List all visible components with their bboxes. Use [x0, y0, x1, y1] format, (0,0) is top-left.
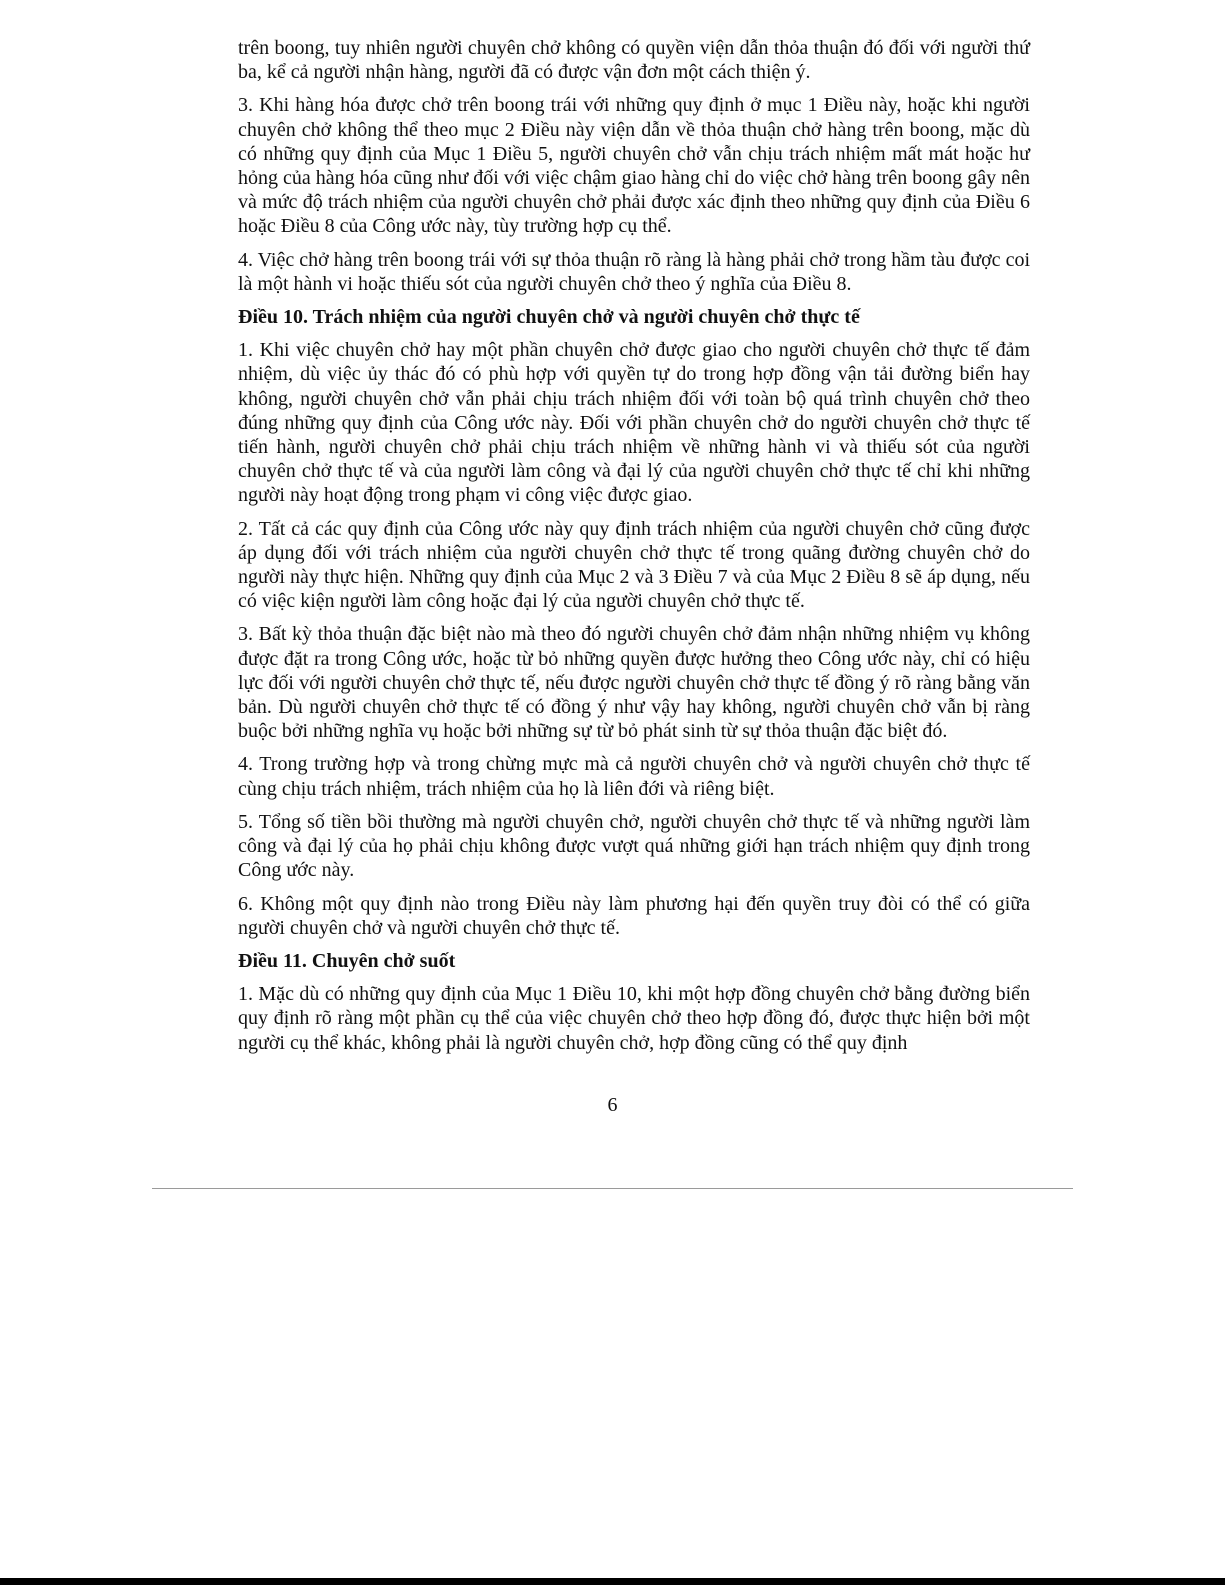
- paragraph-article9-item4: 4. Việc chở hàng trên boong trái với sự thỏa thuận rõ ràng là hàng phải chở trong hầm tàu được coi là một hành vi hoặc thiếu sót của người chuyên chở theo ý nghĩa của Điều 8.: [238, 248, 1030, 295]
- paragraph-article10-item2: 2. Tất cả các quy định của Công ước này quy định trách nhiệm của người chuyên chở cũng được áp dụng đối với trách nhiệm của người chuyên chở thực tế trong quãng đường chuyên chở do người này thực hiện. Những quy định của Mục 2 và 3 Điều 7 và của Mục 2 Điều 8 sẽ áp dụng, nếu có việc kiện người làm công hoặc đại lý của người chuyên chở thực tế.: [238, 517, 1030, 613]
- paragraph-article11-item1: 1. Mặc dù có những quy định của Mục 1 Điều 10, khi một hợp đồng chuyên chở bằng đường biển quy định rõ ràng một phần cụ thể của việc chuyên chở theo hợp đồng đó, được thực hiện bởi một người cụ thể khác, không phải là người chuyên chở, hợp đồng cũng có thể quy định: [238, 983, 1030, 1054]
- document-page: [238, 36, 1030, 1064]
- article-10-heading: Điều 10. Trách nhiệm của người chuyên chở và người chuyên chở thực tế: [238, 306, 860, 329]
- bottom-edge-bar: [0, 1578, 1225, 1585]
- paragraph-article10-item6: 6. Không một quy định nào trong Điều này làm phương hại đến quyền truy đòi có thể có giữa người chuyên chở và người chuyên chở thực tế.: [238, 892, 1030, 939]
- paragraph-article10-item4: 4. Trong trường hợp và trong chừng mực mà cả người chuyên chở và người chuyên chở thực tế cùng chịu trách nhiệm, trách nhiệm của họ là liên đới và riêng biệt.: [238, 753, 1030, 800]
- article-11-heading: Điều 11. Chuyên chở suốt: [238, 949, 456, 972]
- paragraph-article10-item1: 1. Khi việc chuyên chở hay một phần chuyên chở được giao cho người chuyên chở thực tế đảm nhiệm, dù việc ủy thác đó có phù hợp với quyền tự do trong hợp đồng vận tải đường biển hay không, người chuyên chở vẫn phải chịu trách nhiệm đối với toàn bộ quá trình chuyên chở theo đúng những quy định của Công ước này. Đối với phần chuyên chở do người chuyên chở thực tế tiến hành, người chuyên chở phải chịu trách nhiệm về những hành vi và thiếu sót của người chuyên chở thực tế và của người làm công và đại lý của người chuyên chở thực tế chỉ khi những người này hoạt động trong phạm vi công việc được giao.: [238, 339, 1030, 507]
- page-separator-line: [152, 1188, 1073, 1189]
- paragraph-article10-item5: 5. Tổng số tiền bồi thường mà người chuyên chở, người chuyên chở thực tế và những người làm công và đại lý của họ phải chịu không được vượt quá những giới hạn trách nhiệm quy định trong Công ước này.: [238, 810, 1030, 882]
- page-number: 6: [607, 1094, 618, 1116]
- paragraph-article9-item3: 3. Khi hàng hóa được chở trên boong trái với những quy định ở mục 1 Điều này, hoặc khi người chuyên chở không thể theo mục 2 Điều này viện dẫn về thỏa thuận chở hàng trên boong, mặc dù có những quy định của Mục 1 Điều 5, người chuyên chở vẫn chịu trách nhiệm mất mát hoặc hư hỏng của hàng hóa cũng như đối với việc chậm giao hàng chỉ do việc chở hàng trên boong gây nên và mức độ trách nhiệm của người chuyên chở phải được xác định theo những quy định của Điều 6 hoặc Điều 8 của Công ước này, tùy trường hợp cụ thể.: [238, 94, 1030, 238]
- paragraph-article10-item3: 3. Bất kỳ thỏa thuận đặc biệt nào mà theo đó người chuyên chở đảm nhận những nhiệm vụ không được đặt ra trong Công ước, hoặc từ bỏ những quyền được hưởng theo Công ước này, chỉ có hiệu lực đối với người chuyên chở thực tế, nếu được người chuyên chở thực tế đồng ý rõ ràng bằng văn bản. Dù người chuyên chở thực tế có đồng ý như vậy hay không, người chuyên chở vẫn bị ràng buộc bởi những nghĩa vụ hoặc bởi những sự từ bỏ phát sinh từ sự thỏa thuận đặc biệt đó.: [238, 623, 1030, 743]
- paragraph-deck-cargo-third-party: trên boong, tuy nhiên người chuyên chở không có quyền viện dẫn thỏa thuận đó đối với người thứ ba, kể cả người nhận hàng, người đã có được vận đơn một cách thiện ý.: [238, 37, 1030, 84]
